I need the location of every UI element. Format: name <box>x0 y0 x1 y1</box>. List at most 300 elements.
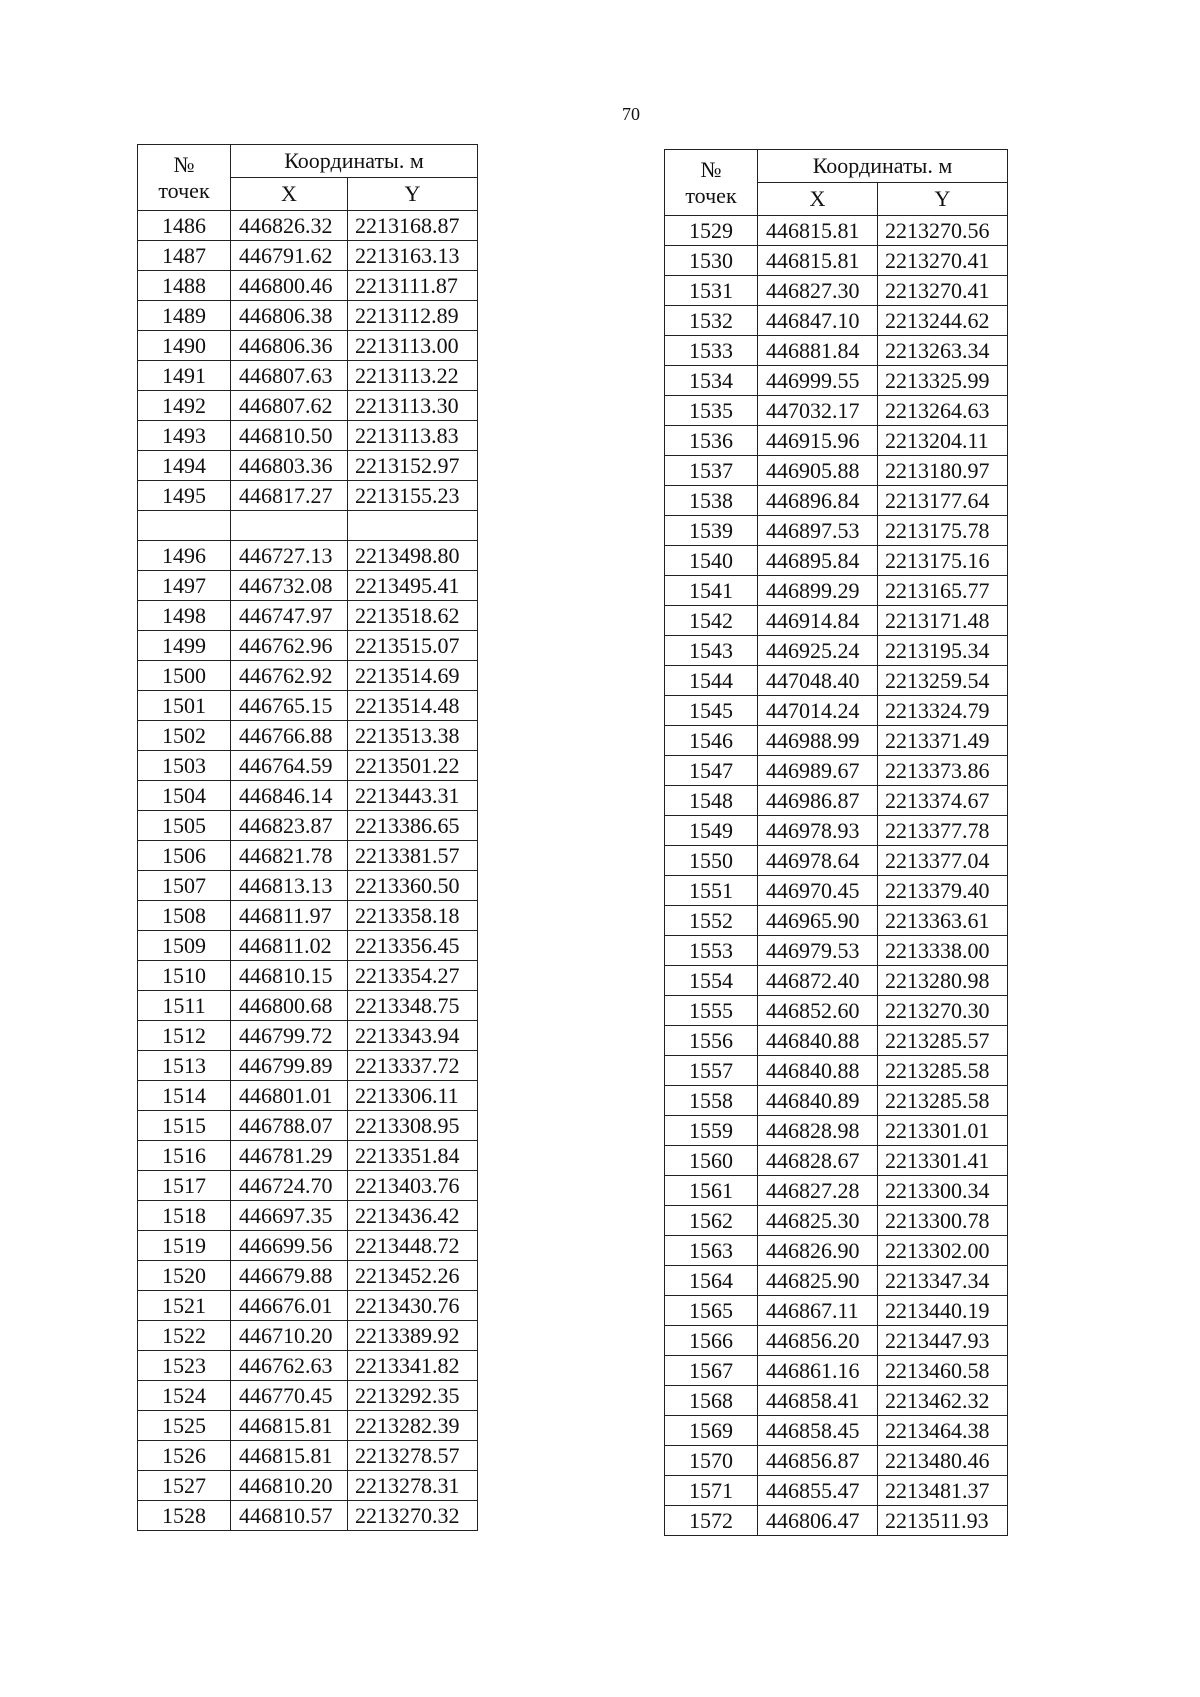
point-number-cell: 1523 <box>138 1351 231 1381</box>
x-coordinate-cell: 446799.89 <box>231 1051 348 1081</box>
point-number-cell: 1505 <box>138 811 231 841</box>
x-coordinate-cell: 446803.36 <box>231 451 348 481</box>
point-number-cell: 1525 <box>138 1411 231 1441</box>
point-number-cell: 1531 <box>665 276 758 306</box>
x-coordinate-cell: 446699.56 <box>231 1231 348 1261</box>
point-number-cell: 1559 <box>665 1116 758 1146</box>
y-coordinate-cell: 2213175.16 <box>878 546 1008 576</box>
table-row <box>665 996 1008 1026</box>
table-row <box>665 1176 1008 1206</box>
x-coordinate-cell: 446815.81 <box>758 246 878 276</box>
x-coordinate-cell: 446925.24 <box>758 636 878 666</box>
x-coordinate-cell: 446807.63 <box>231 361 348 391</box>
y-coordinate-cell: 2213325.99 <box>878 366 1008 396</box>
table-row <box>138 721 478 751</box>
y-coordinate-cell: 2213430.76 <box>348 1291 478 1321</box>
y-coordinate-cell: 2213175.78 <box>878 516 1008 546</box>
point-number-cell: 1518 <box>138 1201 231 1231</box>
table-row <box>138 601 478 631</box>
x-coordinate-cell: 446821.78 <box>231 841 348 871</box>
point-number-cell: 1508 <box>138 901 231 931</box>
x-coordinate-cell: 446807.62 <box>231 391 348 421</box>
y-coordinate-cell: 2213389.92 <box>348 1321 478 1351</box>
y-coordinate-cell: 2213113.22 <box>348 361 478 391</box>
point-number-cell: 1556 <box>665 1026 758 1056</box>
y-coordinate-cell: 2213360.50 <box>348 871 478 901</box>
table-row <box>138 1171 478 1201</box>
x-coordinate-cell: 446840.89 <box>758 1086 878 1116</box>
y-coordinate-cell: 2213515.07 <box>348 631 478 661</box>
x-coordinate-cell: 446905.88 <box>758 456 878 486</box>
table-row <box>665 1446 1008 1476</box>
y-coordinate-cell: 2213363.61 <box>878 906 1008 936</box>
table-row <box>138 691 478 721</box>
table-row <box>138 1231 478 1261</box>
point-number-cell: 1528 <box>138 1501 231 1531</box>
y-coordinate-cell: 2213278.31 <box>348 1471 478 1501</box>
y-coordinate-cell: 2213302.00 <box>878 1236 1008 1266</box>
point-number-cell: 1564 <box>665 1266 758 1296</box>
y-coordinate-cell: 2213306.11 <box>348 1081 478 1111</box>
point-number-cell: 1502 <box>138 721 231 751</box>
point-number-cell: 1494 <box>138 451 231 481</box>
table-row <box>665 636 1008 666</box>
x-coordinate-cell: 446823.87 <box>231 811 348 841</box>
x-coordinate-cell: 447032.17 <box>758 396 878 426</box>
x-coordinate-cell: 446896.84 <box>758 486 878 516</box>
x-coordinate-cell: 446810.15 <box>231 961 348 991</box>
y-coordinate-cell: 2213292.35 <box>348 1381 478 1411</box>
point-number-cell: 1497 <box>138 571 231 601</box>
x-coordinate-cell: 446710.20 <box>231 1321 348 1351</box>
point-number-cell: 1487 <box>138 241 231 271</box>
y-coordinate-cell: 2213371.49 <box>878 726 1008 756</box>
x-coordinate-cell: 446855.47 <box>758 1476 878 1506</box>
point-number-cell: 1557 <box>665 1056 758 1086</box>
table-row <box>138 1351 478 1381</box>
x-coordinate-cell: 446813.13 <box>231 871 348 901</box>
table-row <box>665 1236 1008 1266</box>
point-number-cell: 1563 <box>665 1236 758 1266</box>
point-number-cell: 1565 <box>665 1296 758 1326</box>
y-coordinate-cell: 2213300.78 <box>878 1206 1008 1236</box>
table-row <box>665 1026 1008 1056</box>
point-number-cell: 1546 <box>665 726 758 756</box>
x-coordinate-cell: 446826.90 <box>758 1236 878 1266</box>
x-coordinate-cell: 446867.11 <box>758 1296 878 1326</box>
x-coordinate-cell: 446881.84 <box>758 336 878 366</box>
x-coordinate-cell: 446965.90 <box>758 906 878 936</box>
y-coordinate-cell: 2213280.98 <box>878 966 1008 996</box>
table-row <box>138 481 478 511</box>
point-number-cell: 1489 <box>138 301 231 331</box>
x-coordinate-cell <box>231 511 348 541</box>
y-coordinate-cell: 2213480.46 <box>878 1446 1008 1476</box>
y-coordinate-cell: 2213111.87 <box>348 271 478 301</box>
table-row <box>138 631 478 661</box>
table-row <box>665 546 1008 576</box>
x-coordinate-cell: 446914.84 <box>758 606 878 636</box>
coordinates-table-right <box>664 149 1008 1536</box>
y-coordinate-cell: 2213460.58 <box>878 1356 1008 1386</box>
x-column-header: X <box>231 178 348 211</box>
table-row <box>138 931 478 961</box>
y-coordinate-cell: 2213341.82 <box>348 1351 478 1381</box>
x-coordinate-cell: 446828.67 <box>758 1146 878 1176</box>
table-row <box>665 576 1008 606</box>
x-coordinate-cell: 446897.53 <box>758 516 878 546</box>
point-number-cell <box>138 511 231 541</box>
point-number-header-label: точек <box>158 177 210 203</box>
table-row <box>665 876 1008 906</box>
x-coordinate-cell: 446801.01 <box>231 1081 348 1111</box>
table-row <box>665 1326 1008 1356</box>
point-number-cell: 1562 <box>665 1206 758 1236</box>
point-number-cell: 1569 <box>665 1416 758 1446</box>
table-row <box>138 1141 478 1171</box>
table-row <box>665 966 1008 996</box>
table-row <box>138 1111 478 1141</box>
point-number-cell: 1526 <box>138 1441 231 1471</box>
y-coordinate-cell: 2213278.57 <box>348 1441 478 1471</box>
table-row <box>138 1441 478 1471</box>
y-coordinate-cell: 2213195.34 <box>878 636 1008 666</box>
x-coordinate-cell: 446732.08 <box>231 571 348 601</box>
x-coordinate-cell: 447048.40 <box>758 666 878 696</box>
y-coordinate-cell: 2213263.34 <box>878 336 1008 366</box>
x-coordinate-cell: 446858.45 <box>758 1416 878 1446</box>
y-coordinate-cell: 2213270.32 <box>348 1501 478 1531</box>
point-number-cell: 1490 <box>138 331 231 361</box>
x-coordinate-cell: 446762.63 <box>231 1351 348 1381</box>
table-row <box>138 1501 478 1531</box>
table-row <box>138 571 478 601</box>
x-coordinate-cell: 446846.14 <box>231 781 348 811</box>
table-row <box>138 271 478 301</box>
y-coordinate-cell: 2213351.84 <box>348 1141 478 1171</box>
x-coordinate-cell: 446827.30 <box>758 276 878 306</box>
y-coordinate-cell: 2213356.45 <box>348 931 478 961</box>
point-number-cell: 1568 <box>665 1386 758 1416</box>
y-coordinate-cell: 2213514.48 <box>348 691 478 721</box>
x-coordinate-cell: 446764.59 <box>231 751 348 781</box>
table-row <box>138 451 478 481</box>
x-coordinate-cell: 446810.57 <box>231 1501 348 1531</box>
table-row <box>665 906 1008 936</box>
table-row <box>138 241 478 271</box>
table-row <box>665 666 1008 696</box>
point-number-cell: 1554 <box>665 966 758 996</box>
point-number-cell: 1551 <box>665 876 758 906</box>
table-row <box>138 781 478 811</box>
point-number-cell: 1572 <box>665 1506 758 1536</box>
point-number-cell: 1553 <box>665 936 758 966</box>
point-number-cell: 1498 <box>138 601 231 631</box>
y-coordinate-cell: 2213495.41 <box>348 571 478 601</box>
table-row <box>138 991 478 1021</box>
point-number-cell: 1495 <box>138 481 231 511</box>
point-number-header <box>665 150 758 216</box>
x-coordinate-cell: 446986.87 <box>758 786 878 816</box>
x-coordinate-cell: 446856.87 <box>758 1446 878 1476</box>
point-number-cell: 1512 <box>138 1021 231 1051</box>
x-coordinate-cell: 446765.15 <box>231 691 348 721</box>
table-row <box>665 846 1008 876</box>
y-coordinate-cell: 2213403.76 <box>348 1171 478 1201</box>
point-number-cell: 1552 <box>665 906 758 936</box>
y-coordinate-cell: 2213379.40 <box>878 876 1008 906</box>
table-row <box>138 1291 478 1321</box>
x-coordinate-cell: 446724.70 <box>231 1171 348 1201</box>
y-coordinate-cell: 2213377.04 <box>878 846 1008 876</box>
table-row <box>665 426 1008 456</box>
x-coordinate-cell: 446811.02 <box>231 931 348 961</box>
x-coordinate-cell: 446781.29 <box>231 1141 348 1171</box>
x-coordinate-cell: 446915.96 <box>758 426 878 456</box>
x-coordinate-cell: 446858.41 <box>758 1386 878 1416</box>
x-coordinate-cell: 446978.64 <box>758 846 878 876</box>
point-number-cell: 1488 <box>138 271 231 301</box>
table-row <box>138 1381 478 1411</box>
table-row <box>665 1206 1008 1236</box>
point-number-cell: 1544 <box>665 666 758 696</box>
point-number-cell: 1527 <box>138 1471 231 1501</box>
y-coordinate-cell: 2213204.11 <box>878 426 1008 456</box>
y-coordinate-cell: 2213155.23 <box>348 481 478 511</box>
x-coordinate-cell: 446815.81 <box>231 1441 348 1471</box>
y-coordinate-cell: 2213436.42 <box>348 1201 478 1231</box>
y-coordinate-cell: 2213464.38 <box>878 1416 1008 1446</box>
table-row <box>138 211 478 241</box>
x-coordinate-cell: 446899.29 <box>758 576 878 606</box>
table-row <box>665 816 1008 846</box>
x-coordinate-cell: 446827.28 <box>758 1176 878 1206</box>
y-coordinate-cell: 2213264.63 <box>878 396 1008 426</box>
table-row <box>138 511 478 541</box>
y-coordinate-cell: 2213511.93 <box>878 1506 1008 1536</box>
x-coordinate-cell: 446852.60 <box>758 996 878 1026</box>
x-coordinate-cell: 446788.07 <box>231 1111 348 1141</box>
x-coordinate-cell: 446806.38 <box>231 301 348 331</box>
x-coordinate-cell: 446799.72 <box>231 1021 348 1051</box>
point-number-cell: 1507 <box>138 871 231 901</box>
y-coordinate-cell: 2213270.41 <box>878 276 1008 306</box>
table-row <box>138 1411 478 1441</box>
x-coordinate-cell: 446815.81 <box>231 1411 348 1441</box>
table-row <box>665 726 1008 756</box>
point-number-cell: 1532 <box>665 306 758 336</box>
point-number-cell: 1549 <box>665 816 758 846</box>
point-number-cell: 1496 <box>138 541 231 571</box>
point-number-cell: 1550 <box>665 846 758 876</box>
table-row <box>665 276 1008 306</box>
point-number-cell: 1541 <box>665 576 758 606</box>
table-row <box>138 961 478 991</box>
table-row <box>665 1386 1008 1416</box>
point-number-cell: 1521 <box>138 1291 231 1321</box>
y-coordinate-cell: 2213152.97 <box>348 451 478 481</box>
x-coordinate-cell: 446861.16 <box>758 1356 878 1386</box>
y-coordinate-cell: 2213112.89 <box>348 301 478 331</box>
y-coordinate-cell: 2213452.26 <box>348 1261 478 1291</box>
y-coordinate-cell: 2213171.48 <box>878 606 1008 636</box>
table-row <box>138 1321 478 1351</box>
x-coordinate-cell: 446806.36 <box>231 331 348 361</box>
x-coordinate-cell: 446747.97 <box>231 601 348 631</box>
y-coordinate-cell: 2213354.27 <box>348 961 478 991</box>
point-number-cell: 1509 <box>138 931 231 961</box>
x-coordinate-cell: 446999.55 <box>758 366 878 396</box>
y-coordinate-cell: 2213285.58 <box>878 1056 1008 1086</box>
table-row <box>665 1056 1008 1086</box>
y-coordinate-cell: 2213270.41 <box>878 246 1008 276</box>
y-coordinate-cell: 2213244.62 <box>878 306 1008 336</box>
point-number-cell: 1567 <box>665 1356 758 1386</box>
point-number-cell: 1542 <box>665 606 758 636</box>
point-number-cell: 1571 <box>665 1476 758 1506</box>
table-row <box>665 696 1008 726</box>
point-number-cell: 1548 <box>665 786 758 816</box>
y-coordinate-cell: 2213168.87 <box>348 211 478 241</box>
y-coordinate-cell: 2213501.22 <box>348 751 478 781</box>
y-coordinate-cell: 2213270.30 <box>878 996 1008 1026</box>
point-number-cell: 1560 <box>665 1146 758 1176</box>
x-coordinate-cell: 446727.13 <box>231 541 348 571</box>
table-row <box>138 1021 478 1051</box>
y-coordinate-cell: 2213337.72 <box>348 1051 478 1081</box>
x-coordinate-cell: 446766.88 <box>231 721 348 751</box>
table-row <box>665 936 1008 966</box>
x-coordinate-cell: 446762.92 <box>231 661 348 691</box>
table-row <box>665 756 1008 786</box>
point-number-cell: 1545 <box>665 696 758 726</box>
x-column-header: X <box>758 183 878 216</box>
y-coordinate-cell: 2213165.77 <box>878 576 1008 606</box>
table-row <box>665 1356 1008 1386</box>
y-coordinate-cell: 2213386.65 <box>348 811 478 841</box>
y-column-header: Y <box>348 178 478 211</box>
y-coordinate-cell: 2213381.57 <box>348 841 478 871</box>
table-row <box>138 871 478 901</box>
y-coordinate-cell: 2213377.78 <box>878 816 1008 846</box>
x-coordinate-cell: 446806.47 <box>758 1506 878 1536</box>
table-row <box>138 301 478 331</box>
point-number-cell: 1566 <box>665 1326 758 1356</box>
point-number-cell: 1522 <box>138 1321 231 1351</box>
y-coordinate-cell: 2213343.94 <box>348 1021 478 1051</box>
table-row <box>665 1086 1008 1116</box>
y-coordinate-cell: 2213285.58 <box>878 1086 1008 1116</box>
y-coordinate-cell: 2213443.31 <box>348 781 478 811</box>
table-row <box>665 216 1008 246</box>
x-coordinate-cell: 446840.88 <box>758 1026 878 1056</box>
y-coordinate-cell: 2213177.64 <box>878 486 1008 516</box>
table-row <box>665 606 1008 636</box>
x-coordinate-cell: 446978.93 <box>758 816 878 846</box>
y-coordinate-cell: 2213285.57 <box>878 1026 1008 1056</box>
point-number-cell: 1537 <box>665 456 758 486</box>
x-coordinate-cell: 446762.96 <box>231 631 348 661</box>
x-coordinate-cell: 446895.84 <box>758 546 878 576</box>
y-coordinate-cell: 2213259.54 <box>878 666 1008 696</box>
point-number-cell: 1536 <box>665 426 758 456</box>
y-coordinate-cell: 2213300.34 <box>878 1176 1008 1206</box>
x-coordinate-cell: 446872.40 <box>758 966 878 996</box>
point-number-cell: 1534 <box>665 366 758 396</box>
point-number-cell: 1506 <box>138 841 231 871</box>
point-number-cell: 1520 <box>138 1261 231 1291</box>
y-coordinate-cell: 2213498.80 <box>348 541 478 571</box>
point-number-cell: 1535 <box>665 396 758 426</box>
y-coordinate-cell: 2213518.62 <box>348 601 478 631</box>
point-number-header-label: точек <box>685 182 737 208</box>
point-number-cell: 1558 <box>665 1086 758 1116</box>
table-row <box>138 1471 478 1501</box>
table-row <box>138 1081 478 1111</box>
point-number-cell: 1533 <box>665 336 758 366</box>
point-number-cell: 1540 <box>665 546 758 576</box>
y-coordinate-cell: 2213324.79 <box>878 696 1008 726</box>
x-coordinate-cell: 446847.10 <box>758 306 878 336</box>
table-row <box>138 661 478 691</box>
x-coordinate-cell: 446770.45 <box>231 1381 348 1411</box>
y-coordinate-cell: 2213113.30 <box>348 391 478 421</box>
point-number-cell: 1529 <box>665 216 758 246</box>
y-coordinate-cell: 2213374.67 <box>878 786 1008 816</box>
x-coordinate-cell: 446826.32 <box>231 211 348 241</box>
x-coordinate-cell: 446810.20 <box>231 1471 348 1501</box>
y-coordinate-cell: 2213282.39 <box>348 1411 478 1441</box>
y-coordinate-cell: 2213338.00 <box>878 936 1008 966</box>
table-row <box>665 396 1008 426</box>
y-coordinate-cell: 2213358.18 <box>348 901 478 931</box>
point-number-cell: 1514 <box>138 1081 231 1111</box>
table-row <box>665 486 1008 516</box>
y-coordinate-cell: 2213448.72 <box>348 1231 478 1261</box>
x-coordinate-cell: 446856.20 <box>758 1326 878 1356</box>
y-coordinate-cell: 2213481.37 <box>878 1476 1008 1506</box>
x-coordinate-cell: 446817.27 <box>231 481 348 511</box>
point-number-cell: 1519 <box>138 1231 231 1261</box>
x-coordinate-cell: 446840.88 <box>758 1056 878 1086</box>
y-coordinate-cell: 2213373.86 <box>878 756 1008 786</box>
y-coordinate-cell: 2213113.00 <box>348 331 478 361</box>
table-row <box>138 391 478 421</box>
table-row <box>665 786 1008 816</box>
point-number-cell: 1570 <box>665 1446 758 1476</box>
point-number-cell: 1486 <box>138 211 231 241</box>
x-coordinate-cell: 447014.24 <box>758 696 878 726</box>
x-coordinate-cell: 446697.35 <box>231 1201 348 1231</box>
point-number-cell: 1504 <box>138 781 231 811</box>
x-coordinate-cell: 446988.99 <box>758 726 878 756</box>
point-number-cell: 1500 <box>138 661 231 691</box>
point-number-cell: 1510 <box>138 961 231 991</box>
point-number-cell: 1516 <box>138 1141 231 1171</box>
table-row <box>138 331 478 361</box>
y-coordinate-cell: 2213308.95 <box>348 1111 478 1141</box>
point-number-cell: 1517 <box>138 1171 231 1201</box>
coordinates-header: Координаты. м <box>231 145 478 178</box>
table-row <box>138 811 478 841</box>
y-coordinate-cell: 2213301.41 <box>878 1146 1008 1176</box>
table-row <box>665 336 1008 366</box>
table-row <box>665 246 1008 276</box>
x-coordinate-cell: 446815.81 <box>758 216 878 246</box>
table-row <box>138 361 478 391</box>
table-row <box>665 516 1008 546</box>
point-number-cell: 1524 <box>138 1381 231 1411</box>
